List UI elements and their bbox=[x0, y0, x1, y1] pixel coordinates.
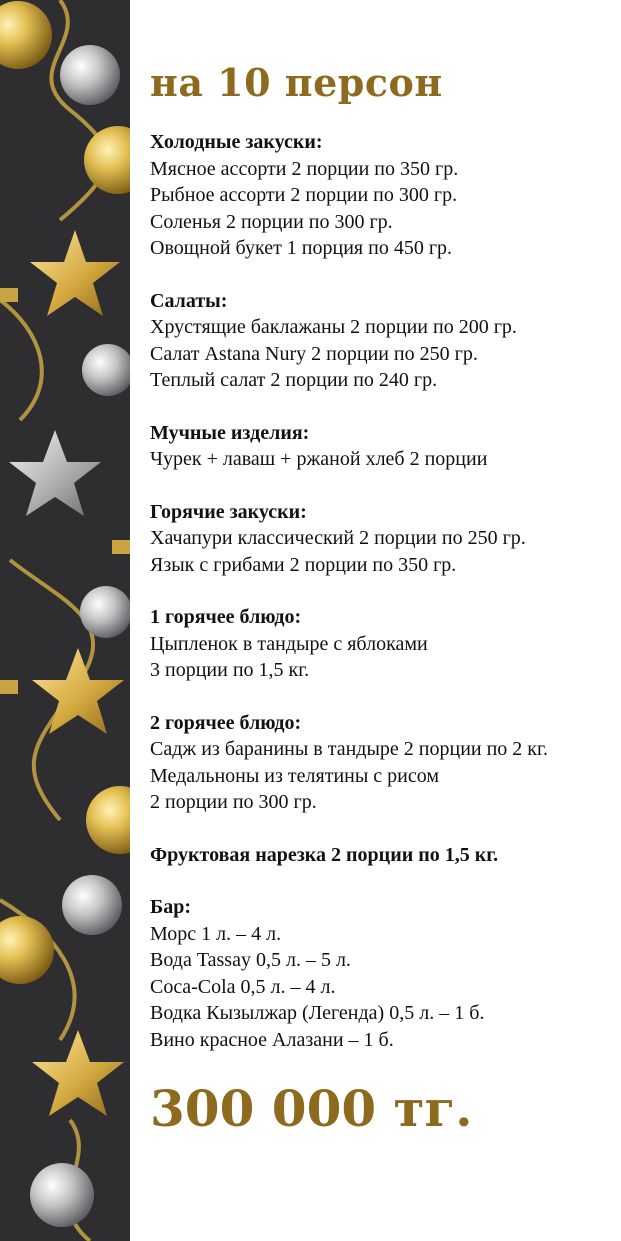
gold-star-icon bbox=[32, 648, 124, 734]
section-heading: 2 горячее блюдо: bbox=[150, 711, 302, 734]
gold-star-icon bbox=[32, 1030, 124, 1116]
menu-section bbox=[150, 842, 609, 869]
silver-star-icon bbox=[9, 430, 101, 516]
gold-ornament-icon bbox=[84, 126, 130, 194]
christmas-decor-image bbox=[0, 0, 130, 1241]
menu-item: Цыпленок в тандыре с яблоками bbox=[150, 632, 428, 655]
menu-item: Вино красное Алазани – 1 б. bbox=[150, 1028, 394, 1051]
menu-item: Соленья 2 порции по 300 гр. bbox=[150, 210, 393, 233]
menu-item: Медальноны из телятины с рисом bbox=[150, 764, 440, 787]
section-heading: Салаты: bbox=[150, 289, 228, 312]
menu-section bbox=[150, 499, 609, 579]
menu-section bbox=[150, 604, 609, 684]
menu-content bbox=[150, 60, 609, 1241]
section-heading: Фруктовая нарезка 2 порции по 1,5 кг. bbox=[150, 843, 499, 866]
gold-ornament-icon bbox=[0, 1, 52, 69]
menu-item: Чурек + лаваш + ржаной хлеб 2 порции bbox=[150, 448, 488, 470]
section-heading: 1 горячее блюдо: bbox=[150, 606, 302, 628]
menu-item: Хрустящие баклажаны 2 порции по 200 гр. bbox=[150, 316, 517, 338]
decorative-christmas-strip bbox=[0, 0, 130, 1241]
menu-item: Coca-Cola 0,5 л. – 4 л. bbox=[150, 975, 336, 998]
gold-ornament-icon bbox=[86, 786, 130, 854]
menu-item: Вода Tassay 0,5 л. – 5 л. bbox=[150, 949, 351, 971]
menu-section bbox=[150, 710, 609, 816]
section-heading: Мучные изделия: bbox=[150, 421, 310, 444]
menu-item: Рыбное ассорти 2 порции по 300 гр. bbox=[150, 184, 458, 206]
menu-item: Язык с грибами 2 порции по 350 гр. bbox=[150, 553, 457, 576]
menu-item: Морс 1 л. – 4 л. bbox=[150, 922, 282, 945]
gold-star-icon bbox=[30, 230, 120, 316]
silver-ornament-icon bbox=[30, 1163, 94, 1227]
silver-ornament-icon bbox=[60, 45, 120, 105]
section-heading: Бар: bbox=[150, 896, 192, 918]
silver-ornament-icon bbox=[80, 586, 130, 638]
silver-ornament-icon bbox=[82, 344, 130, 396]
menu-section bbox=[150, 129, 609, 262]
menu-section bbox=[150, 288, 609, 394]
menu-item: Овощной букет 1 порция по 450 гр. bbox=[150, 237, 453, 259]
menu-section bbox=[150, 894, 609, 1053]
total-price: 300 000 тг. bbox=[150, 1079, 473, 1138]
menu-section bbox=[150, 420, 609, 473]
menu-item: Водка Кызылжар (Легенда) 0,5 л. – 1 б. bbox=[150, 1002, 485, 1024]
menu-item: Салат Astana Nury 2 порции по 250 гр. bbox=[150, 342, 478, 365]
menu-item: 2 порции по 300 гр. bbox=[150, 791, 317, 813]
section-heading: Холодные закуски: bbox=[150, 131, 323, 153]
menu-item: Хачапури классический 2 порции по 250 гр. bbox=[150, 527, 526, 549]
gold-ornament-icon bbox=[0, 916, 54, 984]
silver-ornament-icon bbox=[62, 875, 122, 935]
menu-item: Садж из баранины в тандыре 2 порции по 2 кг. bbox=[150, 738, 548, 760]
section-heading: Горячие закуски: bbox=[150, 500, 307, 523]
menu-item: Мясное ассорти 2 порции по 350 гр. bbox=[150, 157, 459, 180]
menu-item: Теплый салат 2 порции по 240 гр. bbox=[150, 369, 438, 391]
menu-item: 3 порции по 1,5 кг. bbox=[150, 659, 310, 681]
menu-title: на 10 персон bbox=[150, 60, 443, 105]
